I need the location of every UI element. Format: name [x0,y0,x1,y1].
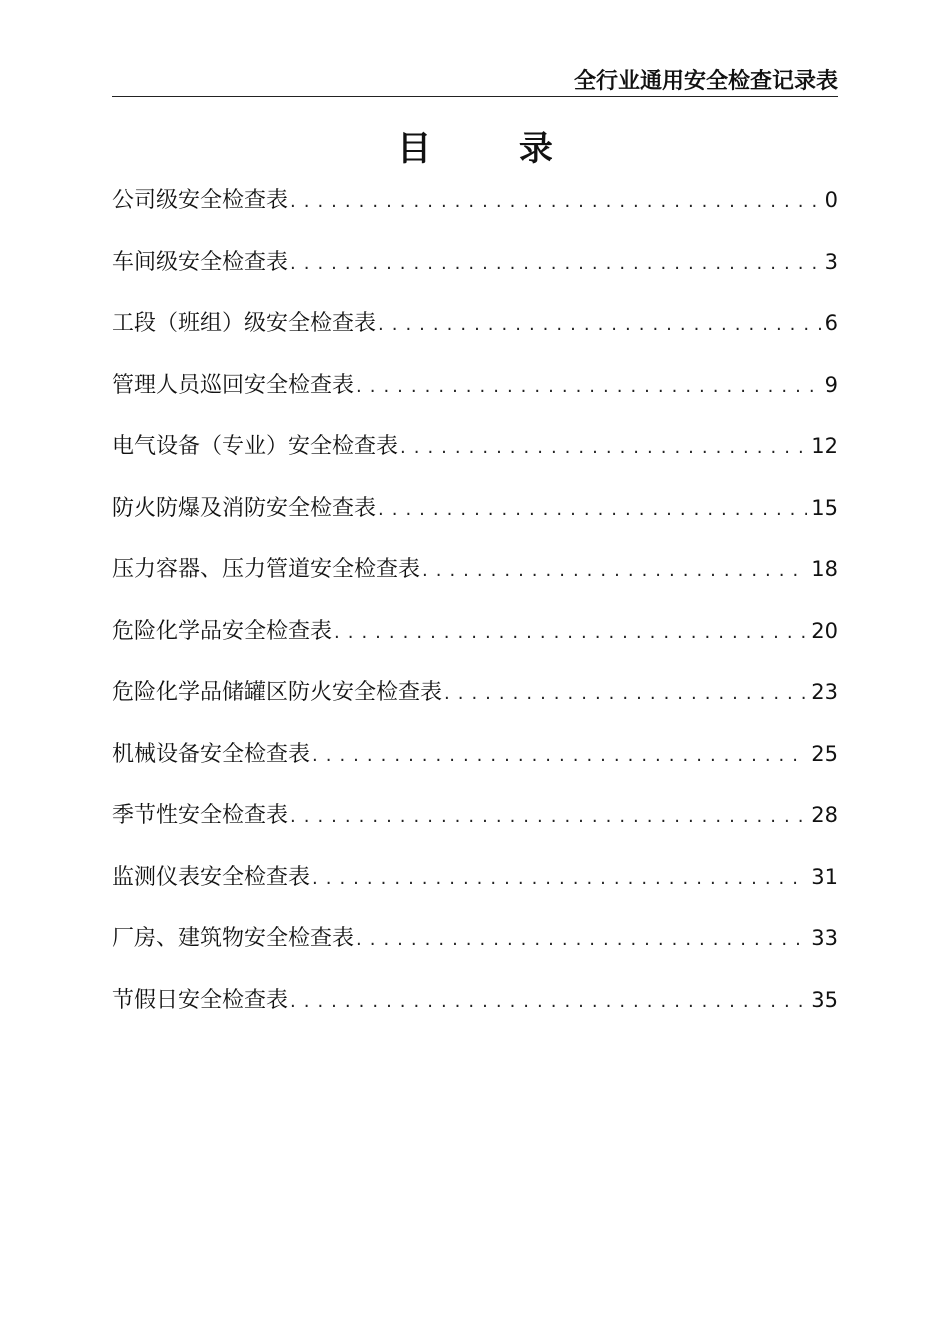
toc-dot-leader [356,922,807,958]
toc-entry[interactable] [112,613,838,675]
toc-title: 目 录 [397,129,591,169]
toc-entry-label: 危险化学品储罐区防火安全检查表 [112,680,443,705]
toc-entry-page-number: 12 [811,434,838,458]
toc-entry-page-number: 25 [811,741,838,766]
toc-entry-page-number: 20 [811,618,838,643]
toc-dot-leader [444,676,807,712]
toc-dot-leader [378,307,821,343]
toc-entry[interactable] [112,367,838,429]
toc-entry[interactable] [112,859,838,921]
toc-entry[interactable] [112,182,838,244]
toc-dot-leader [422,553,807,589]
toc-entry[interactable] [112,797,838,859]
toc-entry-label: 机械设备安全检查表 [112,741,311,767]
toc-entry-page-number: 28 [811,803,838,827]
toc-entry[interactable] [112,920,838,982]
toc-dot-leader [378,492,807,528]
toc-dot-leader [290,246,821,282]
toc-entry-page-number: 31 [811,864,838,889]
toc-entry-label: 节假日安全检查表 [112,987,289,1013]
toc-dot-leader [356,369,821,405]
toc-entry-page-number: 0 [824,188,838,212]
toc-entry-label: 危险化学品安全检查表 [112,618,333,644]
toc-entry-page-number: 23 [811,680,838,704]
toc-entry[interactable] [112,244,838,306]
toc-dot-leader [290,984,807,1020]
toc-entry[interactable] [112,305,838,367]
toc-entry-page-number: 18 [811,557,838,581]
toc-dot-leader [312,861,807,897]
toc-entry[interactable] [112,674,838,736]
toc-entry-label: 电气设备（专业）安全检查表 [112,434,399,459]
toc-entry-page-number: 6 [824,311,838,335]
toc-entry-label: 厂房、建筑物安全检查表 [112,926,355,951]
toc-entry-page-number: 9 [824,372,838,397]
toc-entry-label: 车间级安全检查表 [112,249,289,275]
toc-entry-label: 季节性安全检查表 [112,803,289,828]
toc-entry[interactable] [112,551,838,613]
toc-entry-label: 监测仪表安全检查表 [112,864,311,890]
toc-dot-leader [400,430,807,466]
toc-entry-page-number: 33 [811,926,838,950]
toc-entry-label: 工段（班组）级安全检查表 [112,311,377,336]
page-header [112,62,838,97]
toc-entry[interactable] [112,428,838,490]
toc-entry-label: 公司级安全检查表 [112,188,289,213]
toc-entry[interactable] [112,982,838,1044]
toc-dot-leader [334,615,807,651]
toc-dot-leader [290,184,821,220]
toc-entry[interactable] [112,490,838,552]
toc-dot-leader [290,799,807,835]
toc-entry-label: 管理人员巡回安全检查表 [112,372,355,398]
toc-entry-label: 防火防爆及消防安全检查表 [112,495,377,521]
toc-entry-label: 压力容器、压力管道安全检查表 [112,557,421,582]
toc-entry[interactable] [112,736,838,798]
table-of-contents [112,182,838,1043]
toc-entry-page-number: 3 [824,249,838,274]
header-title: 全行业通用安全检查记录表 [573,69,838,94]
toc-dot-leader [312,738,807,774]
toc-entry-page-number: 35 [811,987,838,1012]
toc-entry-page-number: 15 [811,495,838,520]
